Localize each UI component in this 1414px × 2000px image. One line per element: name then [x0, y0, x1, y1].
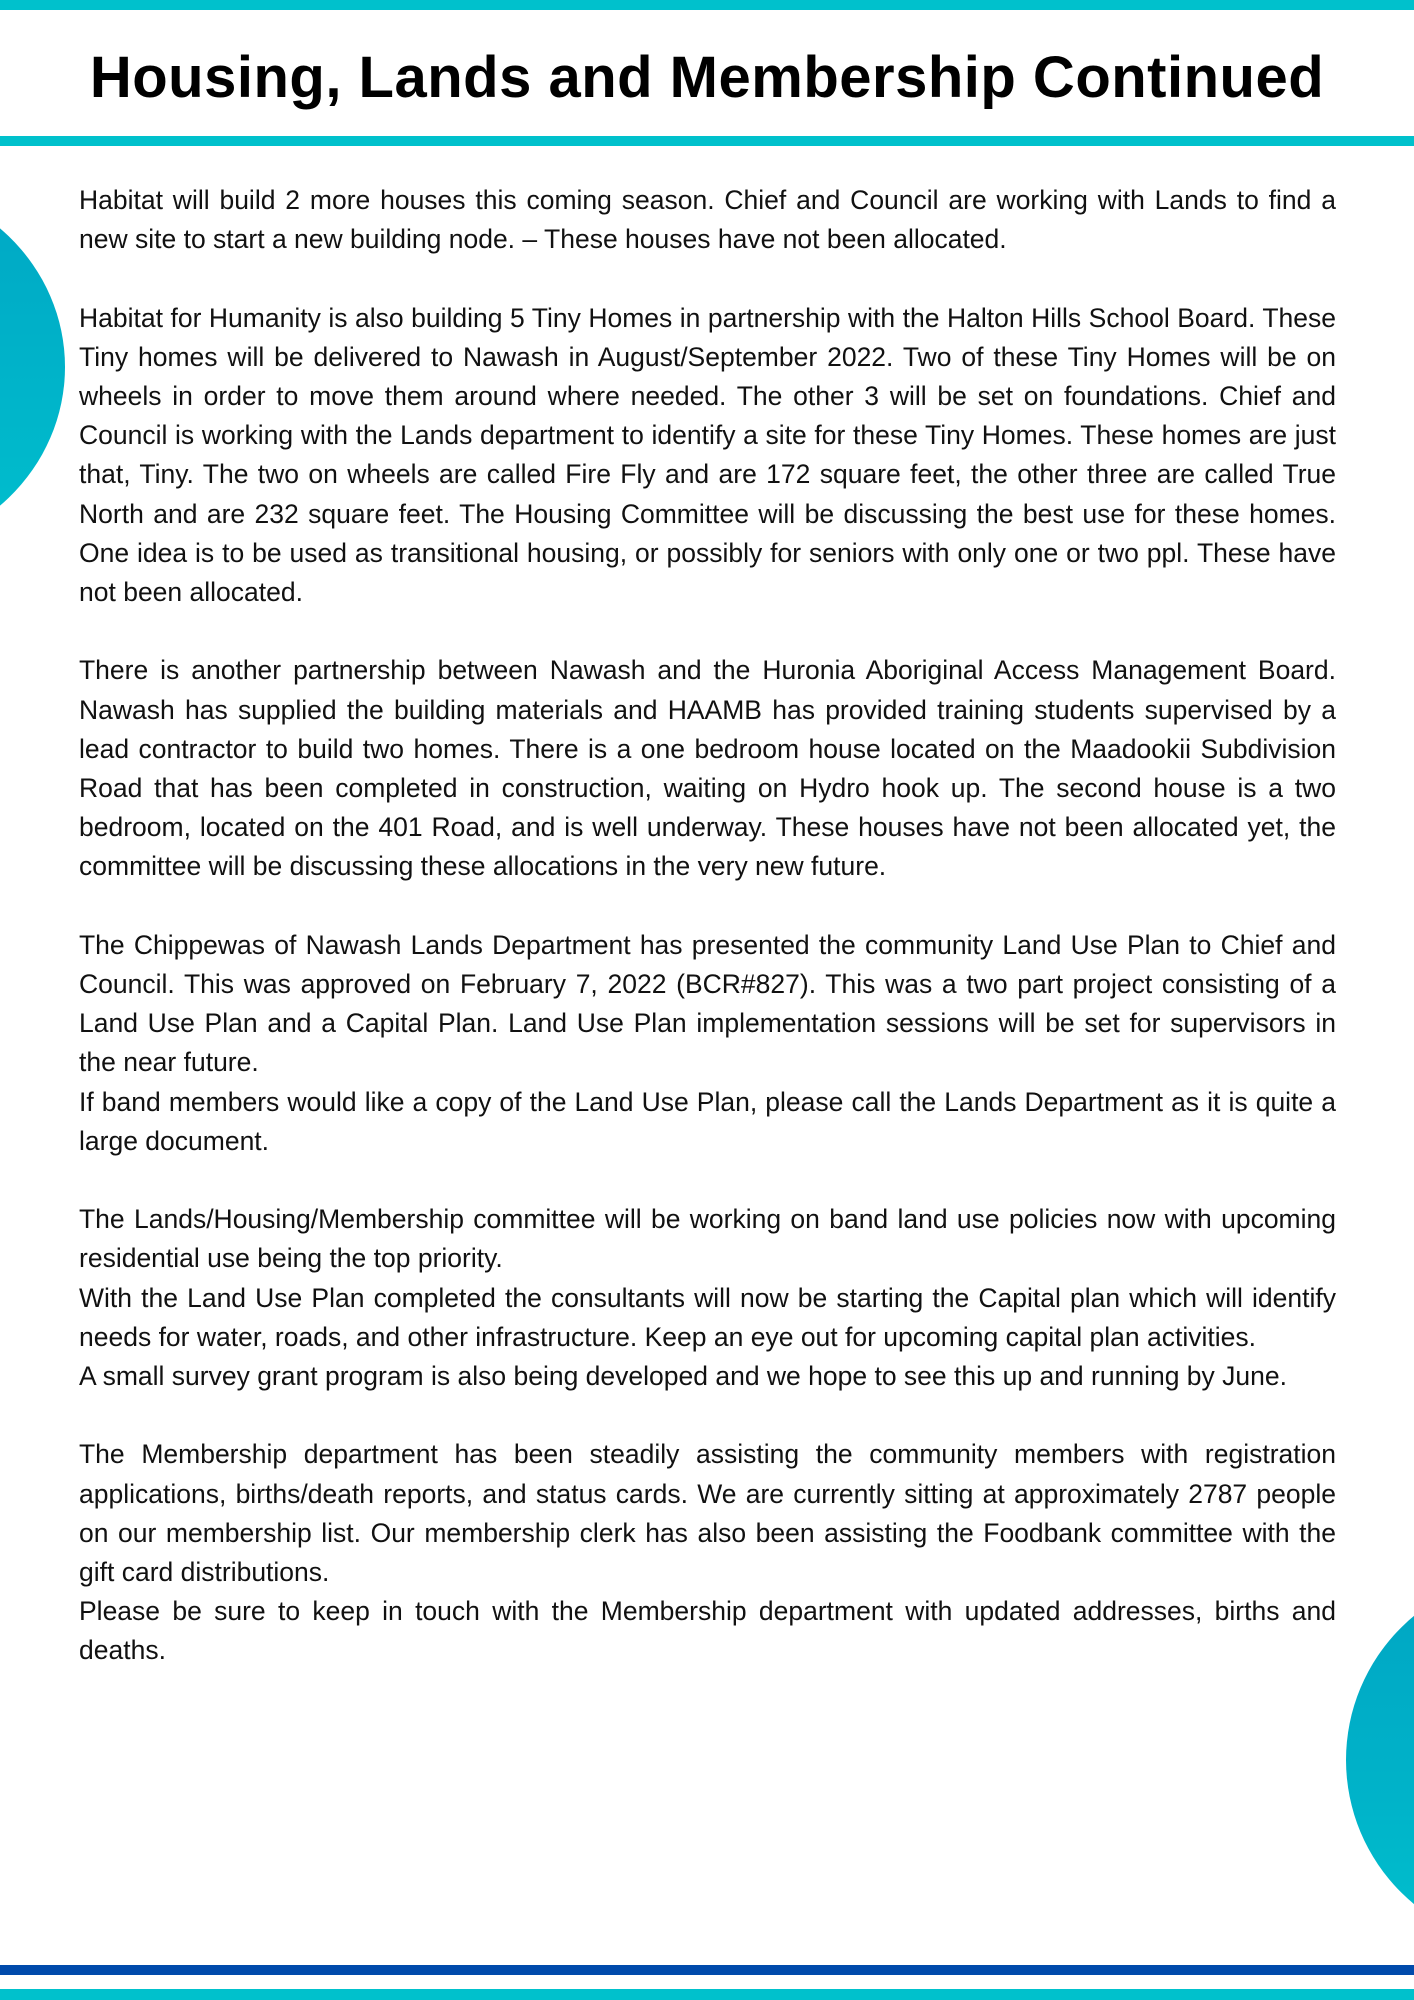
paragraph-text: There is another partnership between Nawash and the Huronia Aboriginal Access Management Board. Nawash has supplied the building materials and HAAMB has provided training students supervised by a lead contractor to build two homes. There is a one bedroom house located on the Maadookii Subdivision Road that has been completed in construction, waiting on Hydro hook up. The second house is a two bedroom, located on the 401 Road, and is well underway. These houses have not been allocated yet, the committee will be discussing these allocations in the very new future.	[79, 655, 1336, 882]
paragraph-text: Habitat for Humanity is also building 5 Tiny Homes in partnership with the Halton Hills School Board. These Tiny homes will be delivered to Nawash in August/September 2022. Two of these Tiny Homes will be on wheels in order to move them around where needed. The other 3 will be set on foundations. Chief and Council is working with the Lands department to identify a site for these Tiny Homes. These homes are just that, Tiny. The two on wheels are called Fire Fly and are 172 square feet, the other three are called True North and are 232 square feet. The Housing Committee will be discussing the best use for these homes. One idea is to be used as transitional housing, or possibly for seniors with only one or two ppl. These have not been allocated.	[79, 302, 1336, 608]
paragraph-tiny-homes	[79, 299, 1336, 613]
paragraph-text: Please be sure to keep in touch with the Membership department with updated addresses, births and deaths.	[79, 1596, 1336, 1666]
top-accent-bar	[0, 0, 1414, 10]
paragraph-committee-policies	[79, 1200, 1336, 1396]
paragraph-text: The Chippewas of Nawash Lands Department has presented the community Land Use Plan to Chief and Council. This was approved on February 7, 2022 (BCR#827). This was a two part project consisting of a Land Use Plan and a Capital Plan. Land Use Plan implementation sessions will be set for supervisors in the near future.	[79, 929, 1336, 1078]
paragraph-text: With the Land Use Plan completed the consultants will now be starting the Capital plan which will identify needs for water, roads, and other infrastructure. Keep an eye out for upcoming capital plan activities.	[79, 1282, 1336, 1352]
bottom-teal-bar	[0, 1989, 1414, 2000]
title-underline-bar	[0, 136, 1414, 146]
page-title: Housing, Lands and Membership Continued	[89, 45, 1325, 110]
paragraph-habitat-houses	[79, 181, 1336, 259]
paragraph-text: The Membership department has been steadily assisting the community members with registration applications, births/death reports, and status cards. We are currently sitting at approximately 2787 people on our membership list. Our membership clerk has also been assisting the Foodbank committee with the gift card distributions.	[79, 1439, 1336, 1588]
decorative-circle-right	[1346, 1572, 1414, 1948]
article-body	[79, 181, 1336, 1710]
paragraph-text: The Lands/Housing/Membership committee will be working on band land use policies now with upcoming residential use being the top priority.	[79, 1204, 1336, 1274]
bottom-blue-bar	[0, 1965, 1414, 1975]
decorative-circle-left	[0, 182, 65, 552]
paragraph-haamb-partnership	[79, 651, 1336, 886]
paragraph-text: If band members would like a copy of the Land Use Plan, please call the Lands Department as it is quite a large document.	[79, 1086, 1336, 1156]
paragraph-membership	[79, 1435, 1336, 1670]
paragraph-land-use-plan	[79, 926, 1336, 1161]
paragraph-text: A small survey grant program is also being developed and we hope to see this up and running by June.	[79, 1361, 1287, 1392]
paragraph-text: Habitat will build 2 more houses this coming season. Chief and Council are working with Lands to find a new site to start a new building node. – These houses have not been allocated.	[79, 185, 1336, 255]
